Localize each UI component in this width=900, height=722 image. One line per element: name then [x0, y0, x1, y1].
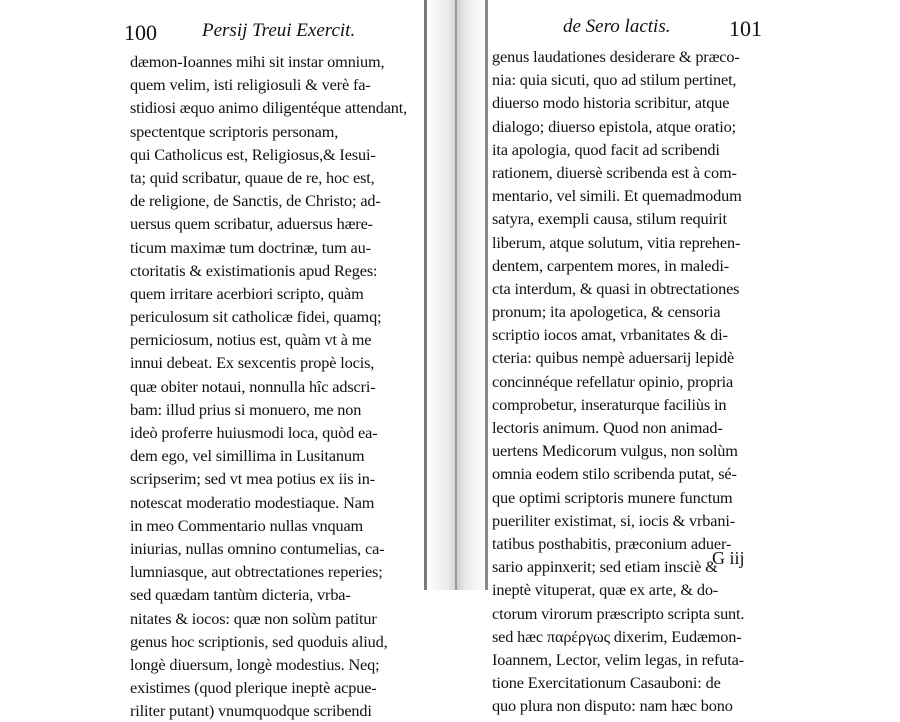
- text-line: riliter putant) vnumquodque scribendi: [130, 701, 372, 721]
- text-line: pueriliter existimat, si, iocis & vrbani-: [492, 510, 735, 530]
- text-line: genus hoc scriptionis, sed quoduis aliud,: [130, 631, 388, 651]
- signature-mark: G iij: [712, 548, 745, 568]
- text-line: genus laudationes desiderare & præco-: [492, 47, 740, 66]
- right-page: [490, 0, 780, 716]
- text-line: quo plura non disputo: nam hæc bono: [492, 696, 733, 716]
- text-line: comprobetur, inseraturque faciliùs in: [492, 394, 727, 414]
- text-line: concinnéque refellatur opinio, propria: [492, 371, 734, 391]
- text-line: cteria: quibus nempè aduersarij lepidè: [492, 348, 735, 368]
- text-line: innui debeat. Ex sexcentis propè locis,: [130, 353, 375, 373]
- gutter-fold: [455, 0, 457, 590]
- text-line: ineptè vituperat, quæ ex arte, & do-: [492, 580, 719, 600]
- text-line: rationem, diuersè scribenda est à com-: [492, 162, 737, 182]
- text-line: quem velim, isti religiosuli & verè fa-: [130, 75, 371, 95]
- text-line: ita apologia, quod facit ad scribendi: [492, 139, 720, 159]
- text-line: dialogo; diuerso epistola, atque oratio;: [492, 116, 737, 136]
- text-line: de religione, de Sanctis, de Christo; ad-: [130, 191, 381, 211]
- text-line: sed hæc παρέργως dixerim, Eudæmon-: [492, 626, 742, 646]
- text-line: quem irritare acerbiori scripto, quàm: [130, 283, 364, 303]
- text-line: scripserim; sed vt mea potius ex iis in-: [130, 469, 375, 489]
- book-gutter: [428, 0, 486, 590]
- text-line: longè diuersum, longè modestius. Neq;: [130, 654, 380, 674]
- text-line: que optimi scriptoris munere functum: [492, 487, 733, 507]
- text-line: cta interdum, & quasi in obtrectationes: [492, 278, 740, 298]
- text-line: periculosum sit catholicæ fidei, quamq;: [130, 307, 382, 327]
- text-line: mentario, vel simili. Et quemadmodum: [492, 186, 742, 206]
- text-line: quæ obiter notaui, nonnulla hîc adscri-: [130, 376, 376, 396]
- right-page-number: 101: [729, 16, 762, 41]
- text-line: Ioannem, Lector, velim legas, in refuta-: [492, 649, 744, 669]
- text-line: spectentque scriptoris personam,: [130, 121, 339, 141]
- text-line: sed quædam tantùm dicteria, vrba-: [130, 585, 351, 605]
- text-line: dentem, carpentem mores, in maledi-: [492, 255, 730, 275]
- text-line: tione Exercitationum Casauboni: de: [492, 673, 721, 693]
- text-line: uertens Medicorum vulgus, non solùm: [492, 441, 738, 461]
- left-running-title: Persij Treui Exercit.: [202, 20, 356, 41]
- text-line: ticum maximæ tum doctrinæ, tum au-: [130, 237, 371, 257]
- text-line: uersus quem scribatur, aduersus hære-: [130, 214, 373, 234]
- right-page-text: [492, 45, 744, 717]
- text-line: bam: illud prius si monuero, me non: [130, 399, 362, 419]
- text-line: qui Catholicus est, Religiosus,& Iesui-: [130, 144, 376, 164]
- text-line: omnia eodem stilo scribenda putat, sé-: [492, 464, 737, 484]
- text-line: existimes (quod plerique ineptè acpue-: [130, 678, 377, 698]
- text-line: iniurias, nullas omnino contumelias, ca-: [130, 538, 385, 558]
- left-page-number: 100: [124, 20, 157, 45]
- text-line: lumniasque, aut obtrectationes reperies;: [130, 562, 383, 582]
- text-line: dæmon-Ioannes mihi sit instar omnium,: [130, 52, 385, 71]
- text-line: sario appinxerit; sed etiam insciè &: [492, 557, 718, 577]
- text-line: notescat moderatio modestiaque. Nam: [130, 492, 375, 512]
- text-line: satyra, exempli causa, stilum requirit: [492, 209, 727, 229]
- text-line: diuerso modo historia scribitur, atque: [492, 93, 730, 113]
- text-line: ideò proferre huiusmodi loca, quòd ea-: [130, 423, 378, 442]
- text-line: ta; quid scribatur, quaue de re, hoc est,: [130, 167, 375, 187]
- left-page: [120, 0, 420, 721]
- right-running-title: de Sero lactis.: [563, 16, 671, 37]
- text-line: ctorum virorum præscripto scripta sunt.: [492, 603, 745, 623]
- text-line: ctoritatis & existimationis apud Reges:: [130, 260, 378, 280]
- text-line: liberum, atque solutum, vitia reprehen-: [492, 232, 741, 252]
- text-line: perniciosum, notius est, quàm vt à me: [130, 330, 372, 350]
- right-page-edge: [485, 0, 488, 590]
- text-line: stidiosi æquo animo diligentéque attendant,: [130, 98, 408, 118]
- text-line: lectoris animum. Quod non animad-: [492, 418, 723, 437]
- text-line: tatibus posthabitis, præconium aduer-: [492, 533, 732, 553]
- text-line: nitates & iocos: quæ non solùm patitur: [130, 608, 377, 628]
- text-line: dem ego, vel simillima in Lusitanum: [130, 446, 365, 466]
- text-line: scriptio iocos amat, vrbanitates & di-: [492, 325, 728, 345]
- text-line: nia: quia sicuti, quo ad stilum pertinet,: [492, 70, 737, 90]
- left-page-text: [130, 50, 407, 722]
- text-line: in meo Commentario nullas vnquam: [130, 515, 364, 535]
- text-line: pronum; ita apologetica, & censoria: [492, 302, 721, 322]
- left-page-edge: [424, 0, 427, 590]
